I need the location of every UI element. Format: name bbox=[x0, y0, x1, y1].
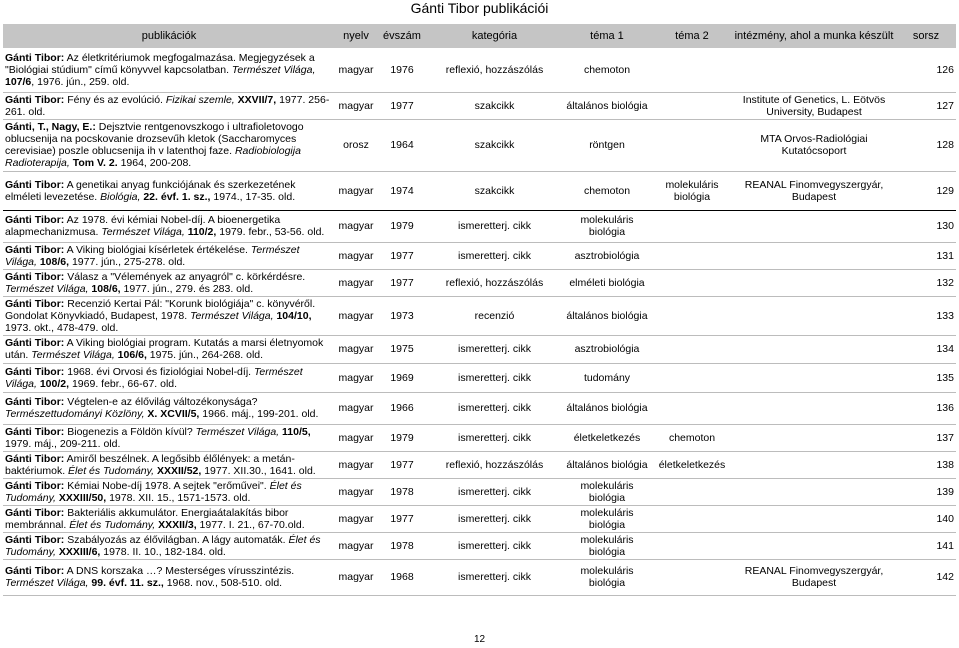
topic2-cell bbox=[652, 242, 732, 269]
topic2-cell bbox=[652, 335, 732, 363]
col-header-year: évszám bbox=[377, 24, 427, 48]
table-row bbox=[3, 363, 956, 392]
topic2-cell bbox=[652, 269, 732, 296]
year-cell: 1966 bbox=[377, 392, 427, 424]
serial-cell: 127 bbox=[896, 92, 956, 119]
institution-cell bbox=[732, 478, 896, 505]
serial-cell: 140 bbox=[896, 505, 956, 532]
serial-cell: 131 bbox=[896, 242, 956, 269]
language-cell: magyar bbox=[335, 505, 377, 532]
language-cell: magyar bbox=[335, 363, 377, 392]
institution-cell bbox=[732, 424, 896, 451]
language-cell: magyar bbox=[335, 451, 377, 478]
topic1-cell: chemoton bbox=[562, 171, 652, 210]
institution-cell bbox=[732, 451, 896, 478]
language-cell: magyar bbox=[335, 532, 377, 559]
topic1-cell: asztrobiológia bbox=[562, 335, 652, 363]
year-cell: 1968 bbox=[377, 559, 427, 595]
topic2-cell: chemoton bbox=[652, 424, 732, 451]
category-cell: szakcikk bbox=[427, 92, 562, 119]
institution-cell bbox=[732, 210, 896, 242]
col-header-category: kategória bbox=[427, 24, 562, 48]
serial-cell: 130 bbox=[896, 210, 956, 242]
language-cell: magyar bbox=[335, 559, 377, 595]
publication-cell: Gánti Tibor: A Viking biológiai program. Kutatás a marsi életnyomok után. Természet Világa, 106/6, 1975. jún., 264-268. old. bbox=[3, 335, 335, 363]
topic1-cell: tudomány bbox=[562, 363, 652, 392]
category-cell: ismeretterj. cikk bbox=[427, 335, 562, 363]
topic2-cell: életkeletkezés bbox=[652, 451, 732, 478]
language-cell: orosz bbox=[335, 119, 377, 171]
publication-cell: Gánti Tibor: 1968. évi Orvosi és fiziológiai Nobel-díj. Természet Világa, 100/2, 1969. febr., 66-67. old. bbox=[3, 363, 335, 392]
language-cell: magyar bbox=[335, 48, 377, 92]
year-cell: 1979 bbox=[377, 210, 427, 242]
table-row bbox=[3, 532, 956, 559]
language-cell: magyar bbox=[335, 210, 377, 242]
col-header-topic2: téma 2 bbox=[652, 24, 732, 48]
table-row bbox=[3, 559, 956, 595]
language-cell: magyar bbox=[335, 392, 377, 424]
institution-cell: MTA Orvos-Radiológiai Kutatócsoport bbox=[732, 119, 896, 171]
publication-cell: Gánti Tibor: Biogenezis a Földön kívül? Természet Világa, 110/5, 1979. máj., 209-211. old. bbox=[3, 424, 335, 451]
category-cell: ismeretterj. cikk bbox=[427, 532, 562, 559]
topic2-cell bbox=[652, 559, 732, 595]
year-cell: 1975 bbox=[377, 335, 427, 363]
topic2-cell bbox=[652, 532, 732, 559]
publication-cell: Gánti Tibor: Kémiai Nobe-díj 1978. A sejtek "erőművei". Élet és Tudomány, XXXIII/50, 1978. XII. 15., 1571-1573. old. bbox=[3, 478, 335, 505]
topic1-cell: molekuláris biológia bbox=[562, 478, 652, 505]
col-header-serial: sorsz bbox=[896, 24, 956, 48]
institution-cell bbox=[732, 269, 896, 296]
table-header-row bbox=[3, 24, 956, 48]
institution-cell bbox=[732, 335, 896, 363]
table-row bbox=[3, 92, 956, 119]
table-row bbox=[3, 242, 956, 269]
institution-cell: Institute of Genetics, L. Eötvös University, Budapest bbox=[732, 92, 896, 119]
category-cell: recenzió bbox=[427, 296, 562, 335]
year-cell: 1974 bbox=[377, 171, 427, 210]
topic2-cell bbox=[652, 363, 732, 392]
institution-cell bbox=[732, 296, 896, 335]
topic1-cell: molekuláris biológia bbox=[562, 210, 652, 242]
publication-cell: Gánti Tibor: Szabályozás az élővilágban. A lágy automaták. Élet és Tudomány, XXXIII/6, 1978. II. 10., 182-184. old. bbox=[3, 532, 335, 559]
page-number: 12 bbox=[473, 634, 486, 645]
table-row bbox=[3, 392, 956, 424]
topic1-cell: általános biológia bbox=[562, 451, 652, 478]
table-row bbox=[3, 478, 956, 505]
col-header-publication: publikációk bbox=[3, 24, 335, 48]
col-header-topic1: téma 1 bbox=[562, 24, 652, 48]
category-cell: ismeretterj. cikk bbox=[427, 210, 562, 242]
institution-cell bbox=[732, 48, 896, 92]
table-row bbox=[3, 335, 956, 363]
language-cell: magyar bbox=[335, 92, 377, 119]
topic1-cell: általános biológia bbox=[562, 392, 652, 424]
serial-cell: 138 bbox=[896, 451, 956, 478]
year-cell: 1964 bbox=[377, 119, 427, 171]
year-cell: 1973 bbox=[377, 296, 427, 335]
institution-cell: REANAL Finomvegyszergyár, Budapest bbox=[732, 171, 896, 210]
publication-cell: Gánti Tibor: Amiről beszélnek. A legősibb élőlények: a metán-baktériumok. Élet és Tudomány, XXXII/52, 1977. XII.30., 1641. old. bbox=[3, 451, 335, 478]
language-cell: magyar bbox=[335, 424, 377, 451]
serial-cell: 128 bbox=[896, 119, 956, 171]
topic2-cell bbox=[652, 505, 732, 532]
institution-cell: REANAL Finomvegyszergyár, Budapest bbox=[732, 559, 896, 595]
col-header-language: nyelv bbox=[335, 24, 377, 48]
year-cell: 1979 bbox=[377, 424, 427, 451]
category-cell: ismeretterj. cikk bbox=[427, 392, 562, 424]
publication-cell: Gánti Tibor: Fény és az evolúció. Fizikai szemle, XXVII/7, 1977. 256-261. old. bbox=[3, 92, 335, 119]
table-row bbox=[3, 119, 956, 171]
col-header-institution: intézmény, ahol a munka készült bbox=[732, 24, 896, 48]
publication-cell: Gánti Tibor: Válasz a "Vélemények az anyagról" c. körkérdésre. Természet Világa, 108/6, 1977. jún., 279. és 283. old. bbox=[3, 269, 335, 296]
topic1-cell: általános biológia bbox=[562, 296, 652, 335]
category-cell: reflexió, hozzászólás bbox=[427, 269, 562, 296]
serial-cell: 129 bbox=[896, 171, 956, 210]
serial-cell: 133 bbox=[896, 296, 956, 335]
topic1-cell: elméleti biológia bbox=[562, 269, 652, 296]
serial-cell: 141 bbox=[896, 532, 956, 559]
publication-cell: Gánti Tibor: A DNS korszaka …? Mesterséges vírusszintézis. Természet Világa, 99. évf. 11. sz., 1968. nov., 508-510. old. bbox=[3, 559, 335, 595]
year-cell: 1977 bbox=[377, 451, 427, 478]
publication-cell: Gánti Tibor: A genetikai anyag funkciójának és szerkezetének elméleti levezetése. Biológia, 22. évf. 1. sz., 1974., 17-35. old. bbox=[3, 171, 335, 210]
topic2-cell bbox=[652, 392, 732, 424]
topic2-cell: molekuláris biológia bbox=[652, 171, 732, 210]
category-cell: reflexió, hozzászólás bbox=[427, 48, 562, 92]
publication-cell: Gánti Tibor: Recenzió Kertai Pál: "Korunk biológiája" c. könyvéről. Gondolat Könyvkiadó, Budapest, 1978. Természet Világa, 104/10, 1973. okt., 478-479. old. bbox=[3, 296, 335, 335]
topic1-cell: molekuláris biológia bbox=[562, 532, 652, 559]
publication-cell: Gánti Tibor: Az 1978. évi kémiai Nobel-díj. A bioenergetika alapmechanizmusa. Természet Világa, 110/2, 1979. febr., 53-56. old. bbox=[3, 210, 335, 242]
year-cell: 1977 bbox=[377, 242, 427, 269]
table-row bbox=[3, 171, 956, 210]
table-row bbox=[3, 210, 956, 242]
language-cell: magyar bbox=[335, 296, 377, 335]
serial-cell: 137 bbox=[896, 424, 956, 451]
serial-cell: 136 bbox=[896, 392, 956, 424]
language-cell: magyar bbox=[335, 269, 377, 296]
language-cell: magyar bbox=[335, 335, 377, 363]
table-row bbox=[3, 296, 956, 335]
topic2-cell bbox=[652, 478, 732, 505]
serial-cell: 135 bbox=[896, 363, 956, 392]
year-cell: 1976 bbox=[377, 48, 427, 92]
topic2-cell bbox=[652, 48, 732, 92]
publication-cell: Gánti, T., Nagy, E.: Dejsztvie rentgenovszkogo i ultrafioletovogo oblucsenija na pocskovanie drozsevűh kletok (Saccharomyces cerevisiae) poszle oblucsenija ih v latenthoj faze. Radiobiologija Radioterapija, Tom V. 2. 1964, 200-208. bbox=[3, 119, 335, 171]
year-cell: 1977 bbox=[377, 505, 427, 532]
topic1-cell: chemoton bbox=[562, 48, 652, 92]
table-row bbox=[3, 505, 956, 532]
institution-cell bbox=[732, 392, 896, 424]
language-cell: magyar bbox=[335, 171, 377, 210]
category-cell: ismeretterj. cikk bbox=[427, 505, 562, 532]
page-title: Gánti Tibor publikációi bbox=[410, 0, 549, 16]
category-cell: ismeretterj. cikk bbox=[427, 424, 562, 451]
topic2-cell bbox=[652, 92, 732, 119]
year-cell: 1969 bbox=[377, 363, 427, 392]
topic2-cell bbox=[652, 210, 732, 242]
table-row bbox=[3, 48, 956, 92]
category-cell: ismeretterj. cikk bbox=[427, 478, 562, 505]
publications-table bbox=[3, 24, 956, 596]
table-row bbox=[3, 424, 956, 451]
year-cell: 1978 bbox=[377, 532, 427, 559]
serial-cell: 134 bbox=[896, 335, 956, 363]
topic1-cell: molekuláris biológia bbox=[562, 505, 652, 532]
table-row bbox=[3, 451, 956, 478]
category-cell: szakcikk bbox=[427, 171, 562, 210]
serial-cell: 126 bbox=[896, 48, 956, 92]
serial-cell: 139 bbox=[896, 478, 956, 505]
topic1-cell: molekuláris biológia bbox=[562, 559, 652, 595]
serial-cell: 132 bbox=[896, 269, 956, 296]
year-cell: 1977 bbox=[377, 269, 427, 296]
serial-cell: 142 bbox=[896, 559, 956, 595]
publication-cell: Gánti Tibor: Az életkritériumok megfogalmazása. Megjegyzések a "Biológiai stúdium" című könyvvel kapcsolatban. Természet Világa, 107/6, 1976. jún., 259. old. bbox=[3, 48, 335, 92]
topic1-cell: röntgen bbox=[562, 119, 652, 171]
topic2-cell bbox=[652, 119, 732, 171]
category-cell: szakcikk bbox=[427, 119, 562, 171]
topic1-cell: életkeletkezés bbox=[562, 424, 652, 451]
publication-cell: Gánti Tibor: Bakteriális akkumulátor. Energiaátalakítás bibor membránnal. Élet és Tudomány, XXXII/3, 1977. I. 21., 67-70.old. bbox=[3, 505, 335, 532]
year-cell: 1977 bbox=[377, 92, 427, 119]
institution-cell bbox=[732, 532, 896, 559]
language-cell: magyar bbox=[335, 478, 377, 505]
category-cell: ismeretterj. cikk bbox=[427, 242, 562, 269]
publication-cell: Gánti Tibor: Végtelen-e az élővilág változékonysága? Természettudományi Közlöny, X. XCVII/5, 1966. máj., 199-201. old. bbox=[3, 392, 335, 424]
category-cell: ismeretterj. cikk bbox=[427, 363, 562, 392]
topic2-cell bbox=[652, 296, 732, 335]
category-cell: ismeretterj. cikk bbox=[427, 559, 562, 595]
publication-cell: Gánti Tibor: A Viking biológiai kísérletek értékelése. Természet Világa, 108/6, 1977. jún., 275-278. old. bbox=[3, 242, 335, 269]
table-row bbox=[3, 269, 956, 296]
category-cell: reflexió, hozzászólás bbox=[427, 451, 562, 478]
topic1-cell: asztrobiológia bbox=[562, 242, 652, 269]
institution-cell bbox=[732, 363, 896, 392]
language-cell: magyar bbox=[335, 242, 377, 269]
year-cell: 1978 bbox=[377, 478, 427, 505]
institution-cell bbox=[732, 505, 896, 532]
topic1-cell: általános biológia bbox=[562, 92, 652, 119]
institution-cell bbox=[732, 242, 896, 269]
